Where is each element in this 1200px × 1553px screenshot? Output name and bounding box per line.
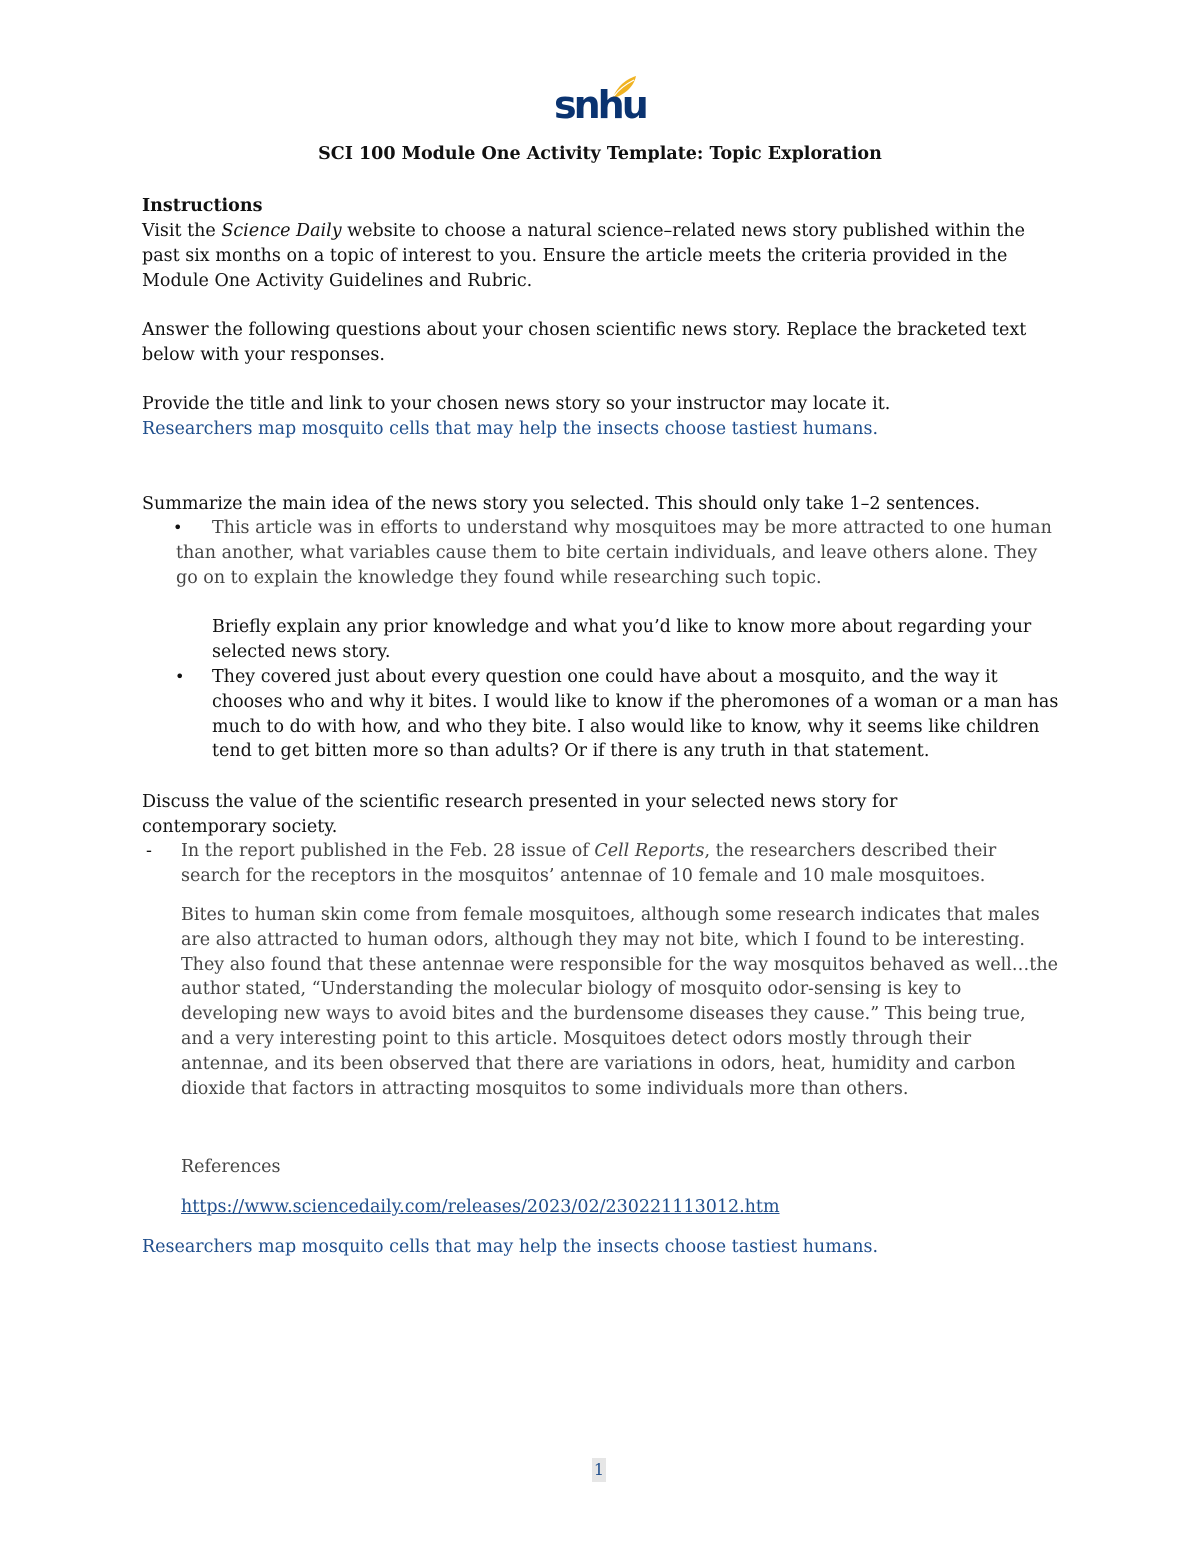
intro-after: website to choose a natural science–related news story published within the past six months on a topic of interest to you. Ensure the article meets the criteria provided in the Module One Activity Guidelines and Rubric. (142, 221, 1025, 291)
q4-prompt: Discuss the value of the scientific research presented in your selected news story for contemporary society. (142, 792, 898, 837)
q1-prompt: Provide the title and link to your chosen news story so your instructor may locate it. (142, 394, 891, 414)
dash-icon: - (146, 841, 152, 861)
bullet-icon: • (173, 518, 183, 537)
q2-prompt: Summarize the main idea of the news story you selected. This should only take 1–2 sentences. (142, 494, 981, 514)
snhu-logo-text: snhu (554, 83, 646, 127)
q3-answer: They covered just about every question one could have about a mosquito, and the way it chooses who and why it bites. I would like to know if the pheromones of a woman or a man has much to do with how, and who they bite. I also would like to know, why it seems like children tend to get bitten more so than adults? Or if there is any truth in that statement. (212, 667, 1059, 762)
q4-answer-2: Bites to human skin come from female mosquitoes, although some research indicates that males are also attracted to human odors, although they may not bite, which I found to be interesting. They also found that these antennae were responsible for the way mosquitos behaved as well…the author stated, “Understanding the molecular biology of mosquito odor-sensing is key to developing new ways to avoid bites and the burdensome diseases they cause.” This being true, and a very interesting point to this article. Mosquitoes detect odors mostly through their antennae, and its been observed that there are variations in odors, heat, humidity and carbon dioxide that factors in attracting mosquitos to some individuals more than others. (181, 905, 1058, 1099)
q4-answer-1 (181, 839, 1061, 889)
intro-before: Visit the (142, 221, 222, 241)
science-daily-name: Science Daily (221, 221, 342, 241)
reference-title: Researchers map mosquito cells that may help the insects choose tastiest humans. (142, 1237, 879, 1257)
bullet-icon: • (175, 667, 185, 686)
q4-answer-1-before: In the report published in the Feb. 28 issue of (181, 841, 595, 861)
references-heading: References (181, 1157, 281, 1177)
q4-answer-1-after: , the researchers described their search for the receptors in the mosquitos’ antennae of 10 female and 10 male mosquitoes. (181, 841, 997, 886)
document-title: SCI 100 Module One Activity Template: Topic Exploration (318, 144, 882, 164)
answer-prompt: Answer the following questions about your chosen scientific news story. Replace the bracketed text below with your responses. (142, 320, 1027, 365)
page-number: 1 (592, 1458, 606, 1482)
instructions-intro (142, 219, 1062, 293)
reference-link[interactable]: https://www.sciencedaily.com/releases/2023/02/230221113012.htm (181, 1197, 780, 1217)
q3-prompt: Briefly explain any prior knowledge and what you’d like to know more about regarding your selected news story. (212, 617, 1032, 662)
q1-answer: Researchers map mosquito cells that may help the insects choose tastiest humans. (142, 419, 879, 439)
snhu-logo (554, 74, 646, 132)
q2-answer: This article was in efforts to understand why mosquitoes may be more attracted to one human than another, what variables cause them to bite certain individuals, and leave others alone. They go on to explain the knowledge they found while researching such topic. (176, 518, 1052, 588)
instructions-heading: Instructions (142, 196, 263, 216)
cell-reports-name: Cell Reports (594, 841, 705, 861)
